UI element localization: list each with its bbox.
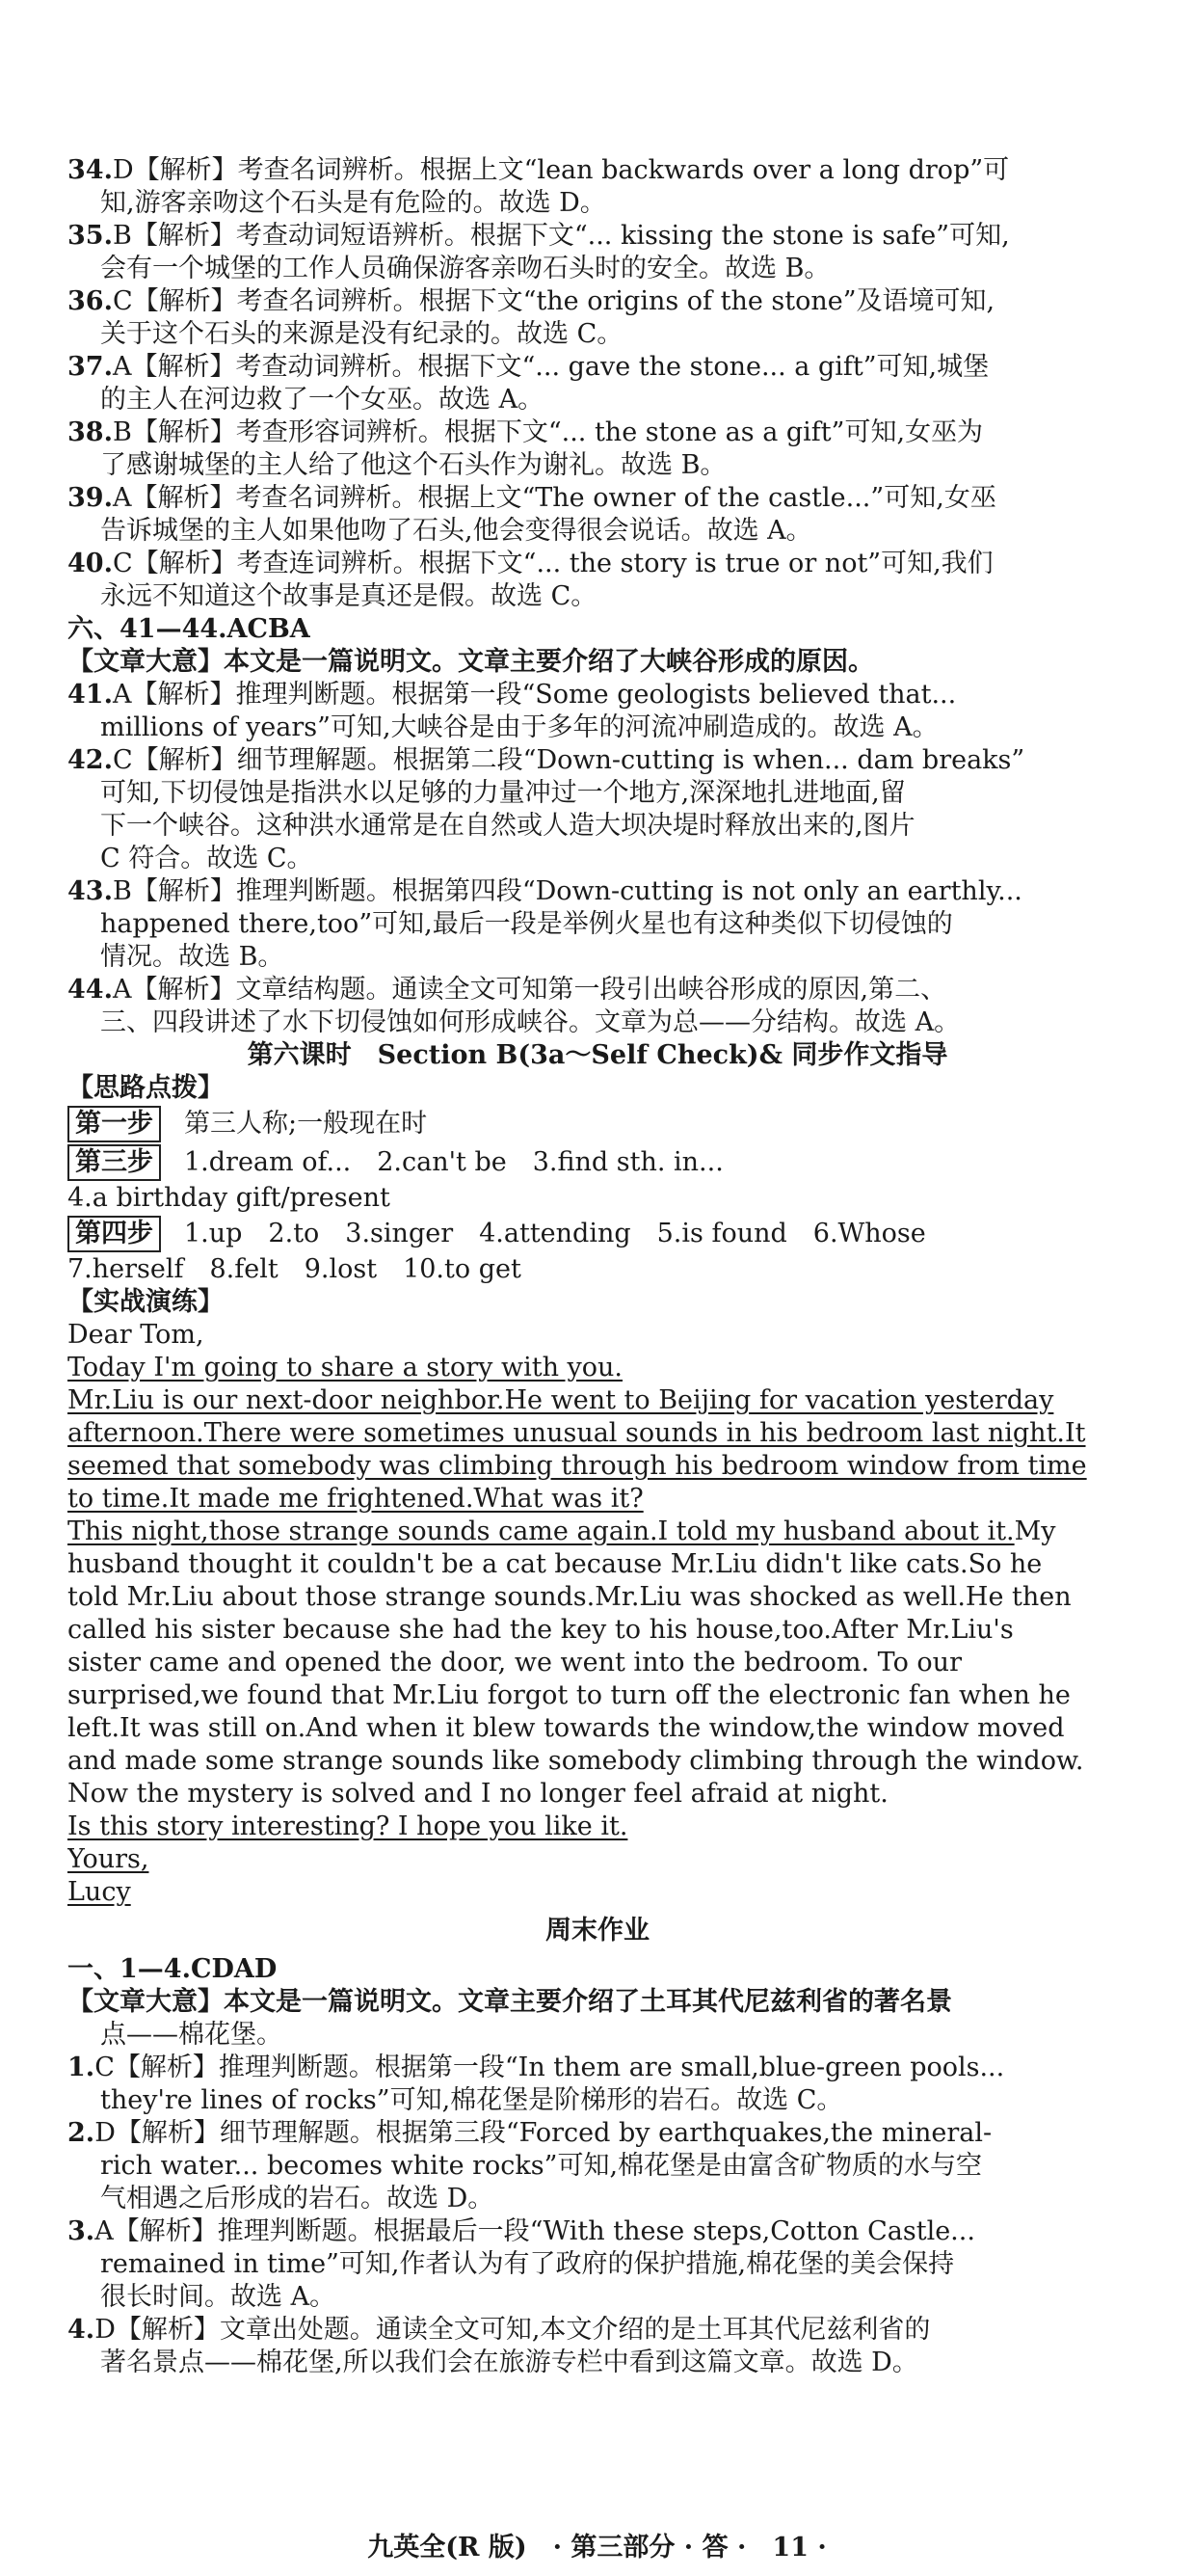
answer-38-cont: 了感谢城堡的主人给了他这个石头作为谢礼。故选 B。 <box>100 450 727 480</box>
answer-44-cont: 三、四段讲述了水下切侵蚀如何形成峡谷。文章为总——分结构。故选 A。 <box>100 1007 961 1037</box>
answer-35: 35.B【解析】考查动词短语辨析。根据下文“... kissing the stone is safe”可知, <box>67 221 1010 251</box>
weekend-answer-3-cont: 很长时间。故选 A。 <box>100 2282 336 2312</box>
answer-40-cont: 永远不知道这个故事是真还是假。故选 C。 <box>100 581 597 611</box>
essay-line: told Mr.Liu about those strange sounds.Mr.Liu was shocked as well.He then <box>67 1582 1072 1612</box>
essay-greeting: Dear Tom, <box>67 1320 204 1350</box>
essay-line: Now the mystery is solved and I no longer feel afraid at night. <box>67 1779 889 1809</box>
essay-line: sister came and opened the door, we went into the bedroom. To our <box>67 1648 962 1677</box>
essay <box>67 1319 1128 1909</box>
essay-line: This night,those strange sounds came again.I told my husband about it.My <box>67 1516 1056 1546</box>
weekend-summary-cont: 点——棉花堡。 <box>100 2020 282 2050</box>
essay-line: Mr.Liu is our next-door neighbor.He went to Beijing for vacation yesterday <box>67 1385 1054 1415</box>
answer-39: 39.A【解析】考查名词辨析。根据上文“The owner of the castle...”可知,女巫 <box>67 483 996 513</box>
practice-heading: 【实战演练】 <box>67 1287 224 1317</box>
step-4-cont: 7.herself 8.felt 9.lost 10.to get <box>67 1254 521 1284</box>
essay-line: seemed that somebody was climbing through his bedroom window from time <box>67 1451 1087 1481</box>
essay-line: Today I'm going to share a story with you. <box>67 1353 624 1382</box>
essay-line: left.It was still on.And when it blew towards the window,the window moved <box>67 1713 1065 1743</box>
weekend-answer-1-cont: they're lines of rocks”可知,棉花堡是阶梯形的岩石。故选 C。 <box>100 2085 843 2115</box>
lesson-title: 第六课时 Section B(3a～Self Check)& 同步作文指导 <box>247 1040 948 1070</box>
essay-line: husband thought it couldn't be a cat because Mr.Liu didn't like cats.So he <box>67 1549 1043 1579</box>
step-1-label: 第一步 <box>67 1106 161 1142</box>
weekend-answer-2-cont: 气相遇之后形成的岩石。故选 D。 <box>100 2184 494 2214</box>
essay-line: to time.It made me frightened.What was it? <box>67 1484 644 1514</box>
step-3 <box>67 1143 1128 1182</box>
answer-39-cont: 告诉城堡的主人如果他吻了石头,他会变得很会说话。故选 A。 <box>100 516 812 546</box>
weekend-answer-4-cont: 著名景点——棉花堡,所以我们会在旅游专栏中看到这篇文章。故选 D。 <box>100 2348 918 2377</box>
answer-42-cont: 下一个峡谷。这种洪水通常是在自然或人造大坝决堤时释放出来的,图片 <box>100 811 915 841</box>
answer-37-cont: 的主人在河边救了一个女巫。故选 A。 <box>100 385 544 415</box>
answer-34-cont: 知,游客亲吻这个石头是有危险的。故选 D。 <box>100 188 606 218</box>
essay-line: and made some strange sounds like somebody climbing through the window. <box>67 1746 1084 1776</box>
answer-43: 43.B【解析】推理判断题。根据第四段“Down-cutting is not only an earthly... <box>67 876 1022 906</box>
answer-34: 34.D【解析】考查名词辨析。根据上文“lean backwards over a long drop”可 <box>67 155 1010 185</box>
step-4-text: 1.up 2.to 3.singer 4.attending 5.is found 6.Whose <box>184 1219 926 1248</box>
answer-38: 38.B【解析】考查形容词辨析。根据下文“... the stone as a gift”可知,女巫为 <box>67 417 984 447</box>
answers-34-40 <box>67 154 1128 2379</box>
step-3-label: 第三步 <box>67 1144 161 1181</box>
answer-42-cont: C 符合。故选 C。 <box>100 844 313 873</box>
essay-line: surprised,we found that Mr.Liu forgot to turn off the electronic fan when he <box>67 1680 1071 1710</box>
weekend-heading: 一、1—4.CDAD <box>67 1954 278 1984</box>
answer-36-cont: 关于这个石头的来源是没有纪录的。故选 C。 <box>100 319 624 349</box>
weekend-answer-2-cont: rich water... becomes white rocks”可知,棉花堡是由富含矿物质的水与空 <box>100 2151 983 2181</box>
answer-41-cont: millions of years”可知,大峡谷是由于多年的河流冲刷造成的。故选 A。 <box>100 712 939 742</box>
essay-signoff: Yours, <box>67 1844 149 1874</box>
essay-line: Is this story interesting? I hope you like it. <box>67 1811 628 1841</box>
weekend-title: 周末作业 <box>545 1916 650 1945</box>
essay-line: afternoon.There were sometimes unusual sounds in his bedroom last night.It <box>67 1418 1086 1448</box>
answer-43-cont: 情况。故选 B。 <box>100 942 284 972</box>
answer-41: 41.A【解析】推理判断题。根据第一段“Some geologists believed that... <box>67 680 957 710</box>
essay-name: Lucy <box>67 1877 131 1907</box>
weekend-answer-1: 1.C【解析】推理判断题。根据第一段“In them are small,blue-green pools... <box>67 2053 1005 2082</box>
weekend-answer-2: 2.D【解析】细节理解题。根据第三段“Forced by earthquakes,the mineral- <box>67 2118 993 2148</box>
step-1-text: 第三人称;一般现在时 <box>184 1109 428 1139</box>
weekend-answer-4: 4.D【解析】文章出处题。通读全文可知,本文介绍的是土耳其代尼兹利省的 <box>67 2315 931 2345</box>
answer-42: 42.C【解析】细节理解题。根据第二段“Down-cutting is when... dam breaks” <box>67 745 1025 775</box>
step-1 <box>67 1105 1128 1143</box>
answer-42-cont: 可知,下切侵蚀是指洪水以足够的力量冲过一个地方,深深地扎进地面,留 <box>100 778 906 808</box>
weekend-answer-3-cont: remained in time”可知,作者认为有了政府的保护措施,棉花堡的美会保持 <box>100 2249 955 2279</box>
answer-40: 40.C【解析】考查连词辨析。根据下文“... the story is true or not”可知,我们 <box>67 549 994 578</box>
step-3-text: 1.dream of... 2.can't be 3.find sth. in... <box>184 1147 724 1177</box>
essay-line: called his sister because she had the key to his house,too.After Mr.Liu's <box>67 1615 1014 1645</box>
answer-44: 44.A【解析】文章结构题。通读全文可知第一段引出峡谷形成的原因,第二、 <box>67 975 947 1005</box>
answer-36: 36.C【解析】考查名词辨析。根据下文“the origins of the stone”及语境可知, <box>67 286 995 316</box>
answer-43-cont: happened there,too”可知,最后一段是举例火星也有这种类似下切侵蚀的 <box>100 909 953 939</box>
guide-heading: 【思路点拨】 <box>67 1073 224 1103</box>
weekend-answer-3: 3.A【解析】推理判断题。根据最后一段“With these steps,Cotton Castle... <box>67 2216 975 2246</box>
step-4 <box>67 1215 1128 1253</box>
answer-37: 37.A【解析】考查动词辨析。根据下文“... gave the stone... a gift”可知,城堡 <box>67 352 990 382</box>
section-6-heading: 六、41—44.ACBA <box>67 614 310 644</box>
section-6-summary: 【文章大意】本文是一篇说明文。文章主要介绍了大峡谷形成的原因。 <box>67 647 874 677</box>
weekend-summary: 【文章大意】本文是一篇说明文。文章主要介绍了土耳其代尼兹利省的著名景 <box>67 1987 952 2017</box>
step-4-label: 第四步 <box>67 1216 161 1252</box>
page-footer: 九英全(R 版) · 第三部分 · 答 · 11 · <box>367 2533 827 2563</box>
answer-35-cont: 会有一个城堡的工作人员确保游客亲吻石头时的安全。故选 B。 <box>100 254 831 283</box>
step-3-cont: 4.a birthday gift/present <box>67 1183 390 1213</box>
